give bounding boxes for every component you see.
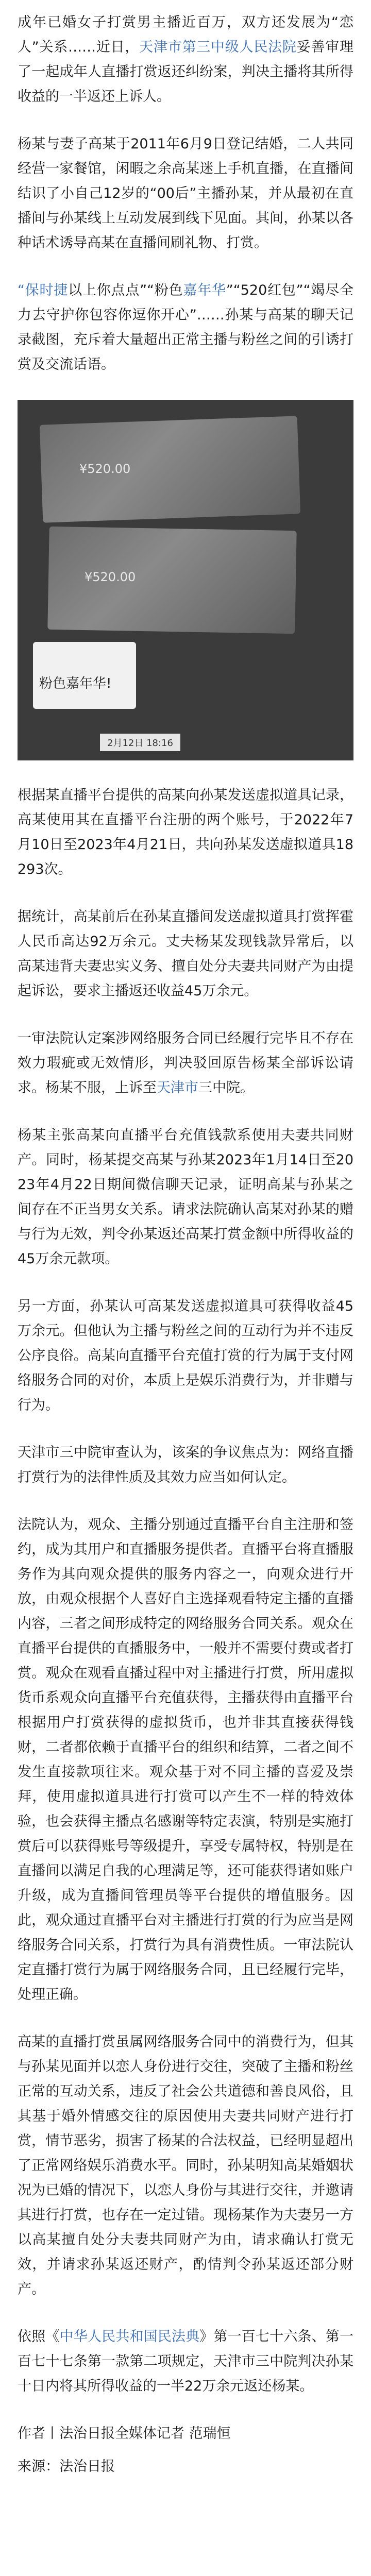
chat-quote-paragraph xyxy=(18,278,353,377)
court-link[interactable]: 天津市第三中级人民法院 xyxy=(139,39,297,55)
quote-text-2: ”“520红包”“竭尽全力去守护你包容你逗你开心”……孙某与高某的聊天记录截图，充斥着大量超出正常主播与粉丝之间的引诱打赏及交流话语。 xyxy=(18,282,353,372)
intro-text-2: 妥善审理了一起成年人直播打赏返还纠纷案，判决主播将其所得收益的一半返还上诉人。 xyxy=(18,39,353,105)
judgment-text-2: 》第一百七十六条、第一百七十七条第一款第二项规定，天津市三中院判决孙某十日内将其所得收益的一半22万余元返还杨某。 xyxy=(18,2329,354,2394)
porsche-link[interactable]: “保时捷 xyxy=(18,282,69,298)
judgment-paragraph xyxy=(18,2325,353,2399)
carnival-link[interactable]: 嘉年华 xyxy=(183,282,226,298)
respondent-defense-paragraph: 另一方面，孙某认可高某发送虚拟道具可获得收益45万余元。但他认为主播与粉丝之间的互动行为并不违反公序良俗。高某向直播平台充值打赏的行为属于支付网络服务合同的对价，本质上是娱乐消费行为，并非赠与行为。 xyxy=(18,1298,353,1413)
chat-timestamp: 2月12日 18:16 xyxy=(100,734,180,751)
intro-paragraph xyxy=(18,10,353,109)
author-line: 作者丨法治日报全媒体记者 范瑞恒 xyxy=(18,2426,231,2442)
court-finding-paragraph: 高某的直播打赏虽属网络服务合同中的消费行为，但其与孙某见面并以恋人身份进行交往，突破了主播和粉丝正常的互动关系，违反了社会公共道德和善良风俗，且其基于婚外情感交往的原因使用夫妻共同财产进行打赏，情节恶劣，损害了杨某的合法权益，已经明显超出了正常网络娱乐消费水平。同时，孙某明知高某婚姻状况为已婚的情况下，以恋人身份与其进行交往，并邀请其进行打赏，也存在一定过错。现杨某作为夫妻另一方以高某擅自处分夫妻共同财产为由，请求确认打赏无效，并请求孙某返还财产，酌情判令孙某返还部分财产。 xyxy=(18,2034,353,2297)
background-paragraph: 杨某与妻子高某于2011年6月9日登记结婚，二人共同经营一家餐馆，闲暇之余高某迷上手机直播，在直播间结识了小自己12岁的“00后”主播孙某，并从最初在直播间与孙某线上互动发展到线下见面。其间，孙某以各种话术诱导高某在直播间刷礼物、打赏。 xyxy=(18,136,353,251)
red-packet-amount-2: ¥520.00 xyxy=(85,570,136,584)
first-instance-paragraph xyxy=(18,1026,353,1100)
quote-text-1: 以上你点点”“粉色 xyxy=(68,282,183,298)
red-packet-amount-1: ¥520.00 xyxy=(79,462,131,476)
red-packet-card-1 xyxy=(40,416,300,522)
judgment-text-1: 依照《 xyxy=(18,2329,60,2345)
first-instance-text-2: 三中院。 xyxy=(198,1080,254,1096)
intro-text-1: 成年已婚女子打赏男主播近百万，双方还发展为“恋人”关系……近日， xyxy=(18,14,353,55)
first-instance-text-1: 一审法院认定案涉网络服务合同已经履行完毕且不存在效力瑕疵或无效情形，判决驳回原告杨某全部诉讼请求。杨某不服，上诉至 xyxy=(18,1030,353,1096)
appellant-claim-paragraph: 杨某主张高某向直播平台充值钱款系使用夫妻共同财产。同时，杨某提交高某与孙某2023年1月14日至2023年4月22日期间微信聊天记录，证明高某与孙某之间存在不正当男女关系。请求法院确认高某对孙某的赠与行为无效，判令孙某返还高某打赏金额中所得收益的45万余元款项。 xyxy=(18,1127,353,1267)
civil-code-link[interactable]: 中华人民共和国民法典 xyxy=(59,2329,200,2345)
gift-record-paragraph: 根据某直播平台提供的高某向孙某发送虚拟道具记录，高某使用其在直播平台注册的两个账号，于2022年7月10日至2023年4月21日，共向孙某发送虚拟道具18293次。 xyxy=(18,787,353,877)
statistics-paragraph: 据统计，高某前后在孙某直播间发送虚拟道具打赏挥霍人民币高达92万余元。丈夫杨某发现钱款异常后，以高某违背夫妻忠实义务、擅自处分夫妻共同财产为由提起诉讼，要求主播返还收益45万余元。 xyxy=(18,909,353,999)
source-line: 来源：法治日报 xyxy=(18,2459,115,2475)
tianjin-link[interactable]: 天津市 xyxy=(157,1080,198,1096)
gift-tag-label: 粉色嘉年华! xyxy=(39,676,112,691)
court-reasoning-paragraph: 法院认为，观众、主播分别通过直播平台自主注册和签约，成为其用户和直播服务提供者。直播平台将直播服务作为其向观众提供的服务内容之一，向观众进行开放，由观众根据个人喜好自主选择观看特定主播的直播内容，三者之间形成特定的网络服务合同关系。观众在直播平台提供的直播服务中，一般并不需要付费或者打赏。观众在观看直播过程中对主播进行打赏，所用虚拟货币系观众向直播平台充值获得，主播获得由直播平台根据用户打赏获得的虚拟货币，也并非其直接获得钱财，二者都依赖于直播平台的组织和结算，二者之间不发生直接款项往来。观众基于对不同主播的喜爱及崇拜，使用虚拟道具进行打赏可以产生不一样的特效体验，也会获得主播点名感谢等特定表演，特别是实施打赏后可以获得账号等级提升，享受专属特权，特别是在直播间以满足自我的心理满足等，还可能获得诸如账户升级，成为直播间管理员等平台提供的增值服务。因此，观众通过直播平台对主播进行打赏的行为应当是网络服务合同关系，打赏行为具有消费性质。一审法院认定直播打赏行为属于网络服务合同，且已经履行完毕，处理正确。 xyxy=(18,1517,353,2003)
court-review-paragraph: 天津市三中院审查认为，该案的争议焦点为：网络直播打赏行为的法律性质及其效力应当如何认定。 xyxy=(18,1445,353,1485)
chat-screenshot-photo xyxy=(18,400,353,760)
